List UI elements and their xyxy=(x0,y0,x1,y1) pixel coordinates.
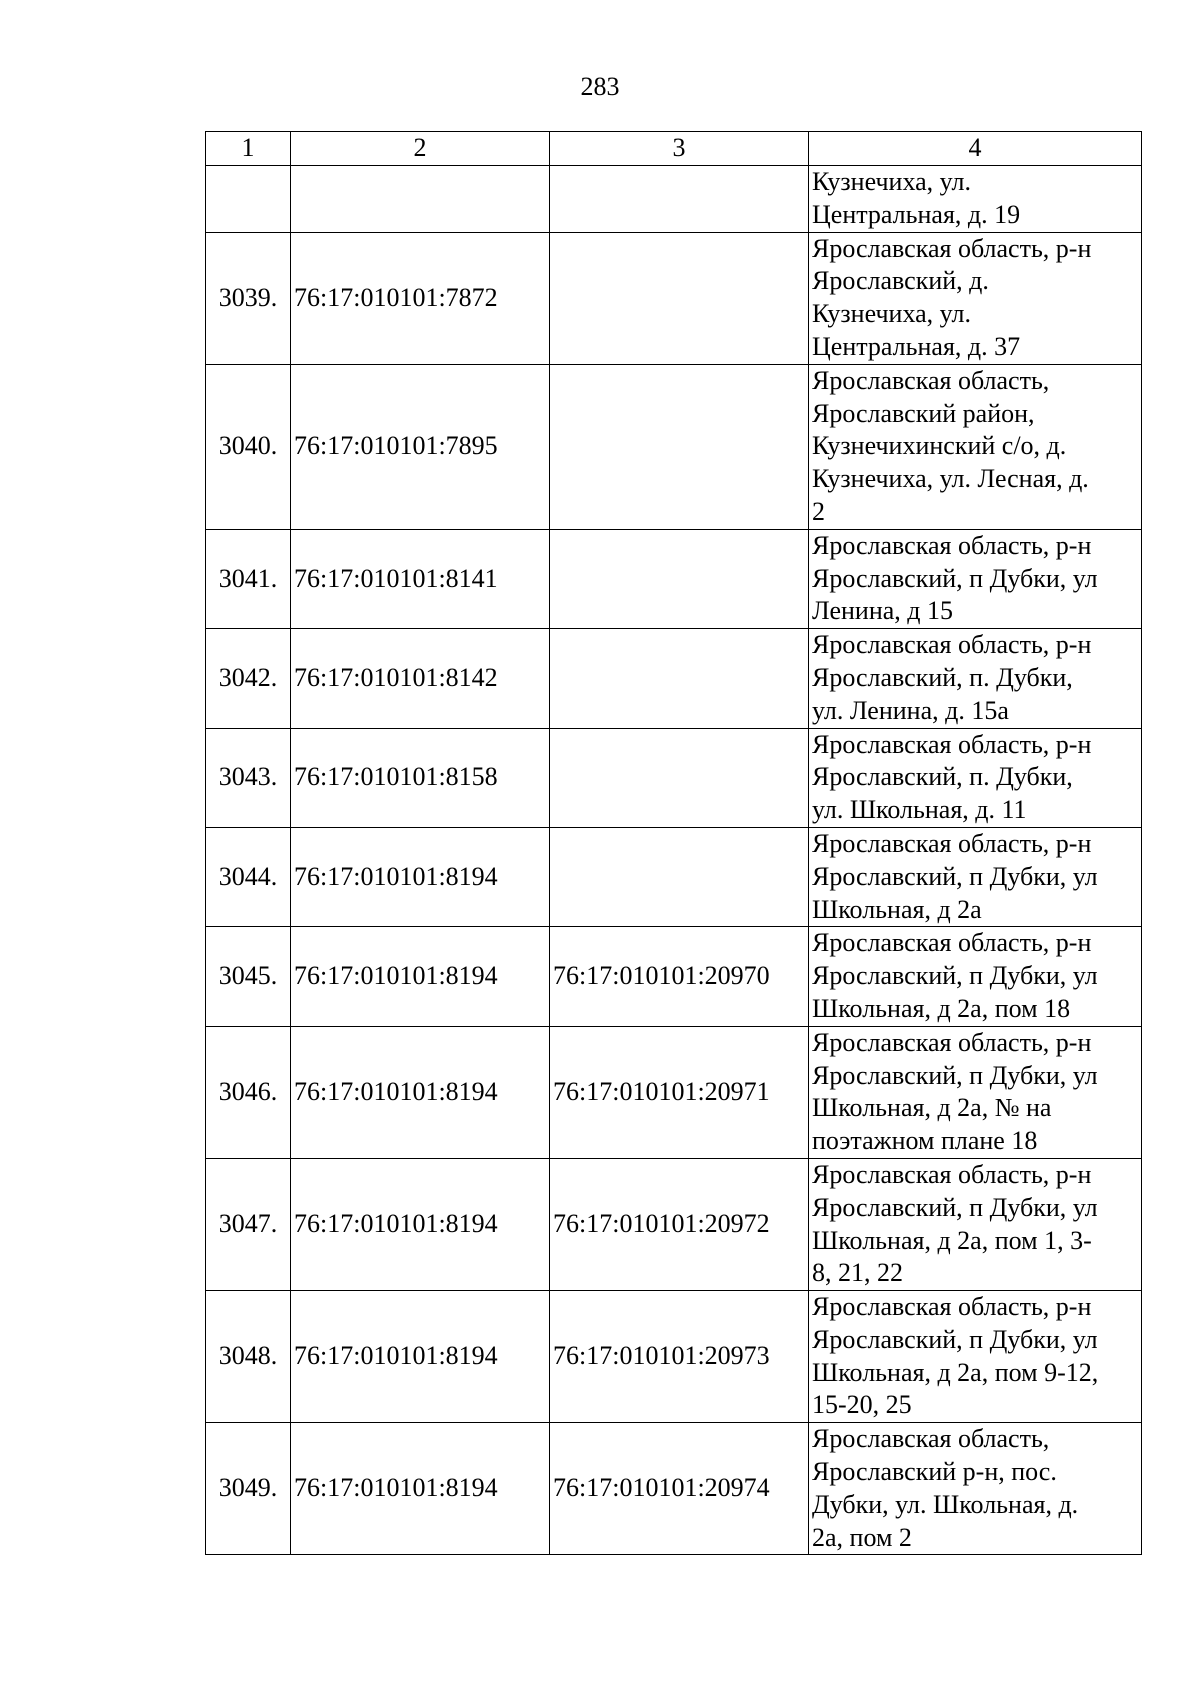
table-row xyxy=(206,1026,1142,1158)
cadastral-number-cell: 76:17:010101:8194 xyxy=(291,1158,550,1290)
address-line: Школьная, д 2а, пом 1, 3- xyxy=(812,1225,1092,1255)
cadastral-number-cell: 76:17:010101:7895 xyxy=(291,364,550,529)
column-header-1: 1 xyxy=(206,132,291,166)
address-line: поэтажном плане 18 xyxy=(812,1126,1038,1156)
table-row xyxy=(206,232,1142,364)
table-row xyxy=(206,364,1142,529)
address-cell xyxy=(809,927,1142,1026)
address-line: Ярославская область, р-н xyxy=(812,630,1092,660)
page-number: 283 xyxy=(580,72,620,101)
table-row xyxy=(206,728,1142,827)
address-line: Школьная, д 2а, пом 9-12, xyxy=(812,1357,1099,1387)
premises-cadastral-number-cell xyxy=(550,529,809,628)
address-cell xyxy=(809,166,1142,233)
address-line: Ярославский, п Дубки, ул xyxy=(812,1060,1098,1090)
address-line: Школьная, д 2а, № на xyxy=(812,1093,1052,1123)
column-header-2: 2 xyxy=(291,132,550,166)
address-cell xyxy=(809,364,1142,529)
cadastral-number-cell: 76:17:010101:8141 xyxy=(291,529,550,628)
address-cell xyxy=(809,1026,1142,1158)
row-number-cell: 3044. xyxy=(206,827,291,926)
address-line: Ярославский, п. Дубки, xyxy=(812,762,1073,792)
table-row xyxy=(206,629,1142,728)
address-line: Ярославская область, р-н xyxy=(812,729,1092,759)
cadastral-number-cell: 76:17:010101:8142 xyxy=(291,629,550,728)
registry-table xyxy=(205,131,1142,1555)
table-row xyxy=(206,1291,1142,1423)
address-line: Ярославская область, р-н xyxy=(812,928,1092,958)
address-line: 15-20, 25 xyxy=(812,1390,912,1420)
row-number-cell: 3046. xyxy=(206,1026,291,1158)
address-line: Кузнечиха, ул. Лесная, д. xyxy=(812,464,1089,494)
cadastral-number-cell xyxy=(291,166,550,233)
row-number-cell: 3040. xyxy=(206,364,291,529)
cadastral-number-cell: 76:17:010101:8158 xyxy=(291,728,550,827)
address-line: ул. Школьная, д. 11 xyxy=(812,795,1027,825)
address-line: Ярославская область, р-н xyxy=(812,233,1092,263)
address-cell xyxy=(809,827,1142,926)
table-row xyxy=(206,1158,1142,1290)
address-line: 8, 21, 22 xyxy=(812,1258,903,1288)
table-row xyxy=(206,827,1142,926)
table-row xyxy=(206,529,1142,628)
premises-cadastral-number-cell xyxy=(550,629,809,728)
address-cell xyxy=(809,1158,1142,1290)
premises-cadastral-number-cell: 76:17:010101:20971 xyxy=(550,1026,809,1158)
address-line: Ярославский, п Дубки, ул xyxy=(812,861,1098,891)
row-number-cell: 3042. xyxy=(206,629,291,728)
cadastral-number-cell: 76:17:010101:7872 xyxy=(291,232,550,364)
address-line: Школьная, д 2а, пом 18 xyxy=(812,993,1071,1023)
table-header-row xyxy=(206,132,1142,166)
table-row xyxy=(206,1423,1142,1555)
address-line: Ярославская область, xyxy=(812,1424,1050,1454)
address-cell xyxy=(809,1423,1142,1555)
premises-cadastral-number-cell: 76:17:010101:20972 xyxy=(550,1158,809,1290)
address-line: Ярославская область, р-н xyxy=(812,1292,1092,1322)
row-number-cell xyxy=(206,166,291,233)
premises-cadastral-number-cell xyxy=(550,232,809,364)
address-line: Кузнечиха, ул. xyxy=(812,299,971,329)
address-line: Ярославский, п. Дубки, xyxy=(812,662,1073,692)
registry-table-body xyxy=(206,132,1142,1555)
address-line: Ярославская область, р-н xyxy=(812,1159,1092,1189)
premises-cadastral-number-cell xyxy=(550,166,809,233)
address-cell xyxy=(809,529,1142,628)
address-line: Кузнечихинский с/о, д. xyxy=(812,431,1067,461)
address-line: Дубки, ул. Школьная, д. xyxy=(812,1489,1079,1519)
address-cell xyxy=(809,728,1142,827)
address-line: Школьная, д 2а xyxy=(812,894,982,924)
column-header-3: 3 xyxy=(550,132,809,166)
row-number-cell: 3043. xyxy=(206,728,291,827)
address-cell xyxy=(809,232,1142,364)
address-line: Ярославская область, xyxy=(812,365,1050,395)
address-cell xyxy=(809,1291,1142,1423)
row-number-cell: 3039. xyxy=(206,232,291,364)
table-row xyxy=(206,166,1142,233)
address-line: Ярославская область, р-н xyxy=(812,1027,1092,1057)
address-line: Ярославский, д. xyxy=(812,266,989,296)
address-cell xyxy=(809,629,1142,728)
cadastral-number-cell: 76:17:010101:8194 xyxy=(291,927,550,1026)
row-number-cell: 3045. xyxy=(206,927,291,1026)
address-line: Ярославская область, р-н xyxy=(812,828,1092,858)
premises-cadastral-number-cell xyxy=(550,728,809,827)
cadastral-number-cell: 76:17:010101:8194 xyxy=(291,1423,550,1555)
address-line: Ярославский, п Дубки, ул xyxy=(812,961,1098,991)
cadastral-number-cell: 76:17:010101:8194 xyxy=(291,827,550,926)
address-line: ул. Ленина, д. 15а xyxy=(812,695,1009,725)
address-line: Ярославский, п Дубки, ул xyxy=(812,563,1098,593)
premises-cadastral-number-cell xyxy=(550,827,809,926)
address-line: 2а, пом 2 xyxy=(812,1522,912,1552)
address-line: Ярославская область, р-н xyxy=(812,530,1092,560)
address-line: Ленина, д 15 xyxy=(812,596,954,626)
address-line: Кузнечиха, ул. xyxy=(812,167,971,196)
premises-cadastral-number-cell xyxy=(550,364,809,529)
address-line: 2 xyxy=(812,496,825,526)
row-number-cell: 3041. xyxy=(206,529,291,628)
column-header-4: 4 xyxy=(809,132,1142,166)
premises-cadastral-number-cell: 76:17:010101:20970 xyxy=(550,927,809,1026)
table-row xyxy=(206,927,1142,1026)
cadastral-number-cell: 76:17:010101:8194 xyxy=(291,1026,550,1158)
row-number-cell: 3048. xyxy=(206,1291,291,1423)
address-line: Ярославский, п Дубки, ул xyxy=(812,1324,1098,1354)
row-number-cell: 3047. xyxy=(206,1158,291,1290)
address-line: Центральная, д. 37 xyxy=(812,331,1021,361)
address-line: Ярославский р-н, пос. xyxy=(812,1457,1057,1487)
premises-cadastral-number-cell: 76:17:010101:20973 xyxy=(550,1291,809,1423)
premises-cadastral-number-cell: 76:17:010101:20974 xyxy=(550,1423,809,1555)
address-line: Ярославский район, xyxy=(812,398,1035,428)
cadastral-number-cell: 76:17:010101:8194 xyxy=(291,1291,550,1423)
row-number-cell: 3049. xyxy=(206,1423,291,1555)
address-line: Центральная, д. 19 xyxy=(812,199,1021,229)
address-line: Ярославский, п Дубки, ул xyxy=(812,1192,1098,1222)
